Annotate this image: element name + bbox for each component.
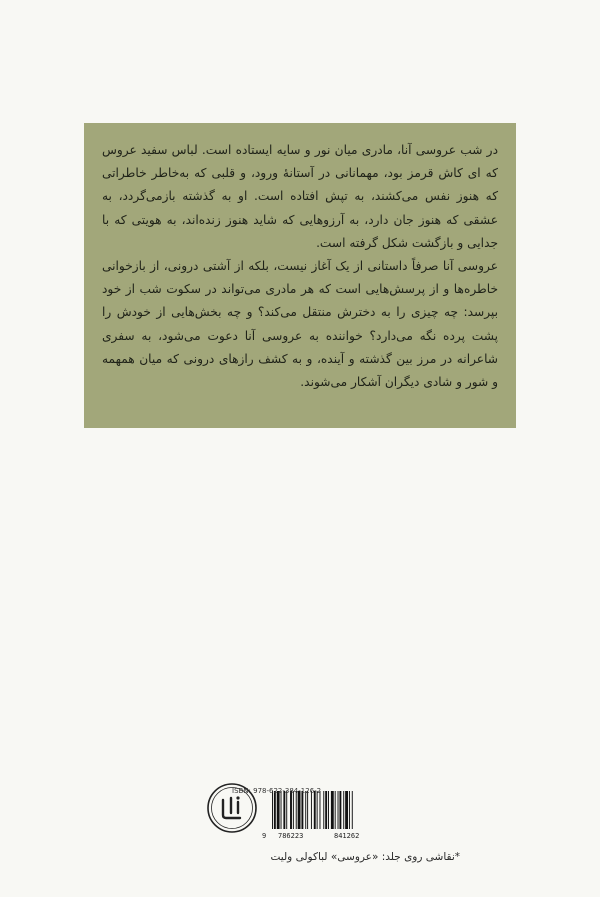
barcode-lead-digit: 9 xyxy=(262,832,267,840)
cover-credit: *نقاشی روی جلد: «عروسی» لباکولی ولیت xyxy=(270,851,460,863)
barcode-digits-right: 841262 xyxy=(334,832,360,840)
isbn-label: ISBN: 978-622-384-126-2 xyxy=(232,787,322,795)
blurb-paragraph-1: در شب عروسی آنا، مادری میان نور و سایه ایستاده است. لباس سفید عروس که ای کاش قرمز بود، مهمانانی در آستانهٔ ورود، و قلبی که به‌خاطر خاطراتی که هنوز نفس می‌کشند، به تپش افتاده است. او به گذشته بازمی‌گردد، به عشقی که هنوز جان دارد، به آرزوهایی که شاید هنوز زنده‌اند، به هویتی که با جدایی و بازگشت شکل گرفته است. xyxy=(102,143,498,250)
barcode-digits-left: 786223 xyxy=(278,832,304,840)
blurb-box xyxy=(84,123,516,428)
blurb-paragraph-2: عروسی آنا صرفاً داستانی از یک آغاز نیست، بلکه از آشتی درونی، از بازخوانی خاطره‌ها و از پرسش‌هایی است که هر مادری می‌تواند در سکوت شب از خود بپرسد: چه چیزی را به دخترش منتقل می‌کند؟ و چه بخش‌هایی از خودش را پشت پرده نگه می‌دارد؟ خواننده به عروسی آنا دعوت می‌شود، به سفری شاعرانه در مرز بین گذشته و آینده، و به کشف رازهای درونی که میان همهمه و شور و شادی دیگران آشکار می‌شوند. xyxy=(102,259,498,390)
